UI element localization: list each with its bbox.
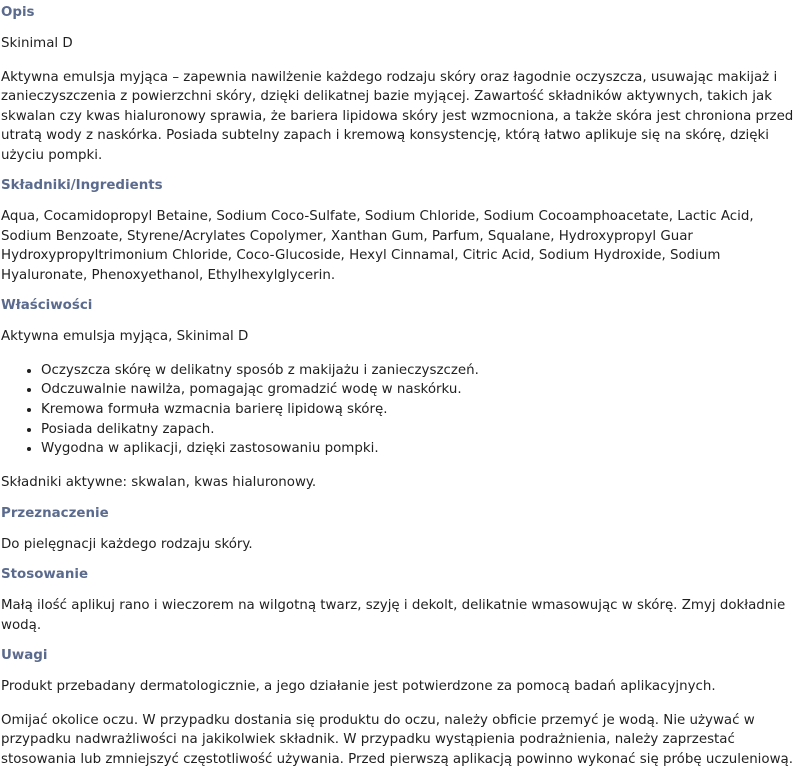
section-title-skladniki: Składniki/Ingredients bbox=[1, 178, 163, 193]
notes-text-1: Produkt przebadany dermatologicznie, a jego działanie jest potwierdzone za pomocą badań aplikacyjnych. bbox=[1, 679, 716, 695]
section-title-przeznaczenie: Przeznaczenie bbox=[1, 505, 109, 521]
notes-text-2: Omijać okolice oczu. W przypadku dostania się produktu do oczu, należy obficie przemyć je wodą. Nie używać w przypadku nadwrażliwości na jakikolwiek składnik. W przypadku wystąpienia podrażnienia, należy zaprzestać stosowania lub zmniejszyć częstotliwość używania. Przed pierwszą aplikacją powinno wykonać się próbę uczuleniową. bbox=[1, 712, 794, 767]
product-description: Aktywna emulsja myjąca – zapewnia nawilżenie każdego rodzaju skóry oraz łagodnie oczyszcza, usuwając makijaż i zanieczyszczenia z powierzchni skóry, dzięki delikatnej bazie myjącej. Zawartość składników aktywnych, takich jak skwalan czy kwas hialuronowy sprawia, że bariera lipidowa skóry jest wzmocniona, a także skóra jest chroniona przed utratą wody z naskórka. Posiada subtelny zapach i kremową konsystencję, którą łatwo aplikuje się na skórę, dzięki użyciu pompki. bbox=[1, 69, 794, 163]
section-title-uwagi: Uwagi bbox=[1, 648, 48, 664]
list-item: • Oczyszcza skórę w delikatny sposób z makijażu i zanieczyszczeń. bbox=[41, 361, 800, 381]
list-item: • Posiada delikatny zapach. bbox=[41, 420, 800, 440]
product-name: Skinimal D bbox=[1, 36, 73, 51]
section-title-opis: Opis bbox=[1, 5, 35, 20]
list-item: • Kremowa formuła wzmacnia barierę lipidową skórę. bbox=[41, 400, 800, 420]
ingredients-text: Aqua, Cocamidopropyl Betaine, Sodium Coco-Sulfate, Sodium Chloride, Sodium Cocoamphoacetate, Lactic Acid, Sodium Benzoate, Styrene/Acrylates Copolymer, Xanthan Gum, Parfum, Squalane, Hydroxypropyl Guar Hydroxypropyltrimonium Chloride, Coco-Glucoside, Hexyl Cinnamal, Citric Acid, Sodium Hydroxide, Sodium Hyaluronate, Phenoxyethanol, Ethylhexylglycerin. bbox=[1, 209, 754, 283]
properties-intro: Aktywna emulsja myjąca, Skinimal D bbox=[1, 329, 249, 344]
list-item: • Odczuwalnie nawilża, pomagając gromadzić wodę w naskórku. bbox=[41, 380, 800, 400]
purpose-text: Do pielęgnacji każdego rodzaju skóry. bbox=[1, 536, 253, 552]
usage-text: Małą ilość aplikuj rano i wieczorem na wilgotną twarz, szyję i dekolt, delikatnie wmasowując w skórę. Zmyj dokładnie wodą. bbox=[1, 598, 786, 633]
section-title-wlasciwosci: Właściwości bbox=[1, 298, 93, 313]
section-title-stosowanie: Stosowanie bbox=[1, 567, 89, 583]
list-item: • Wygodna w aplikacji, dzięki zastosowaniu pompki. bbox=[41, 439, 800, 459]
active-ingredients: Składniki aktywne: skwalan, kwas hialuronowy. bbox=[1, 475, 317, 491]
properties-list bbox=[1, 361, 800, 460]
